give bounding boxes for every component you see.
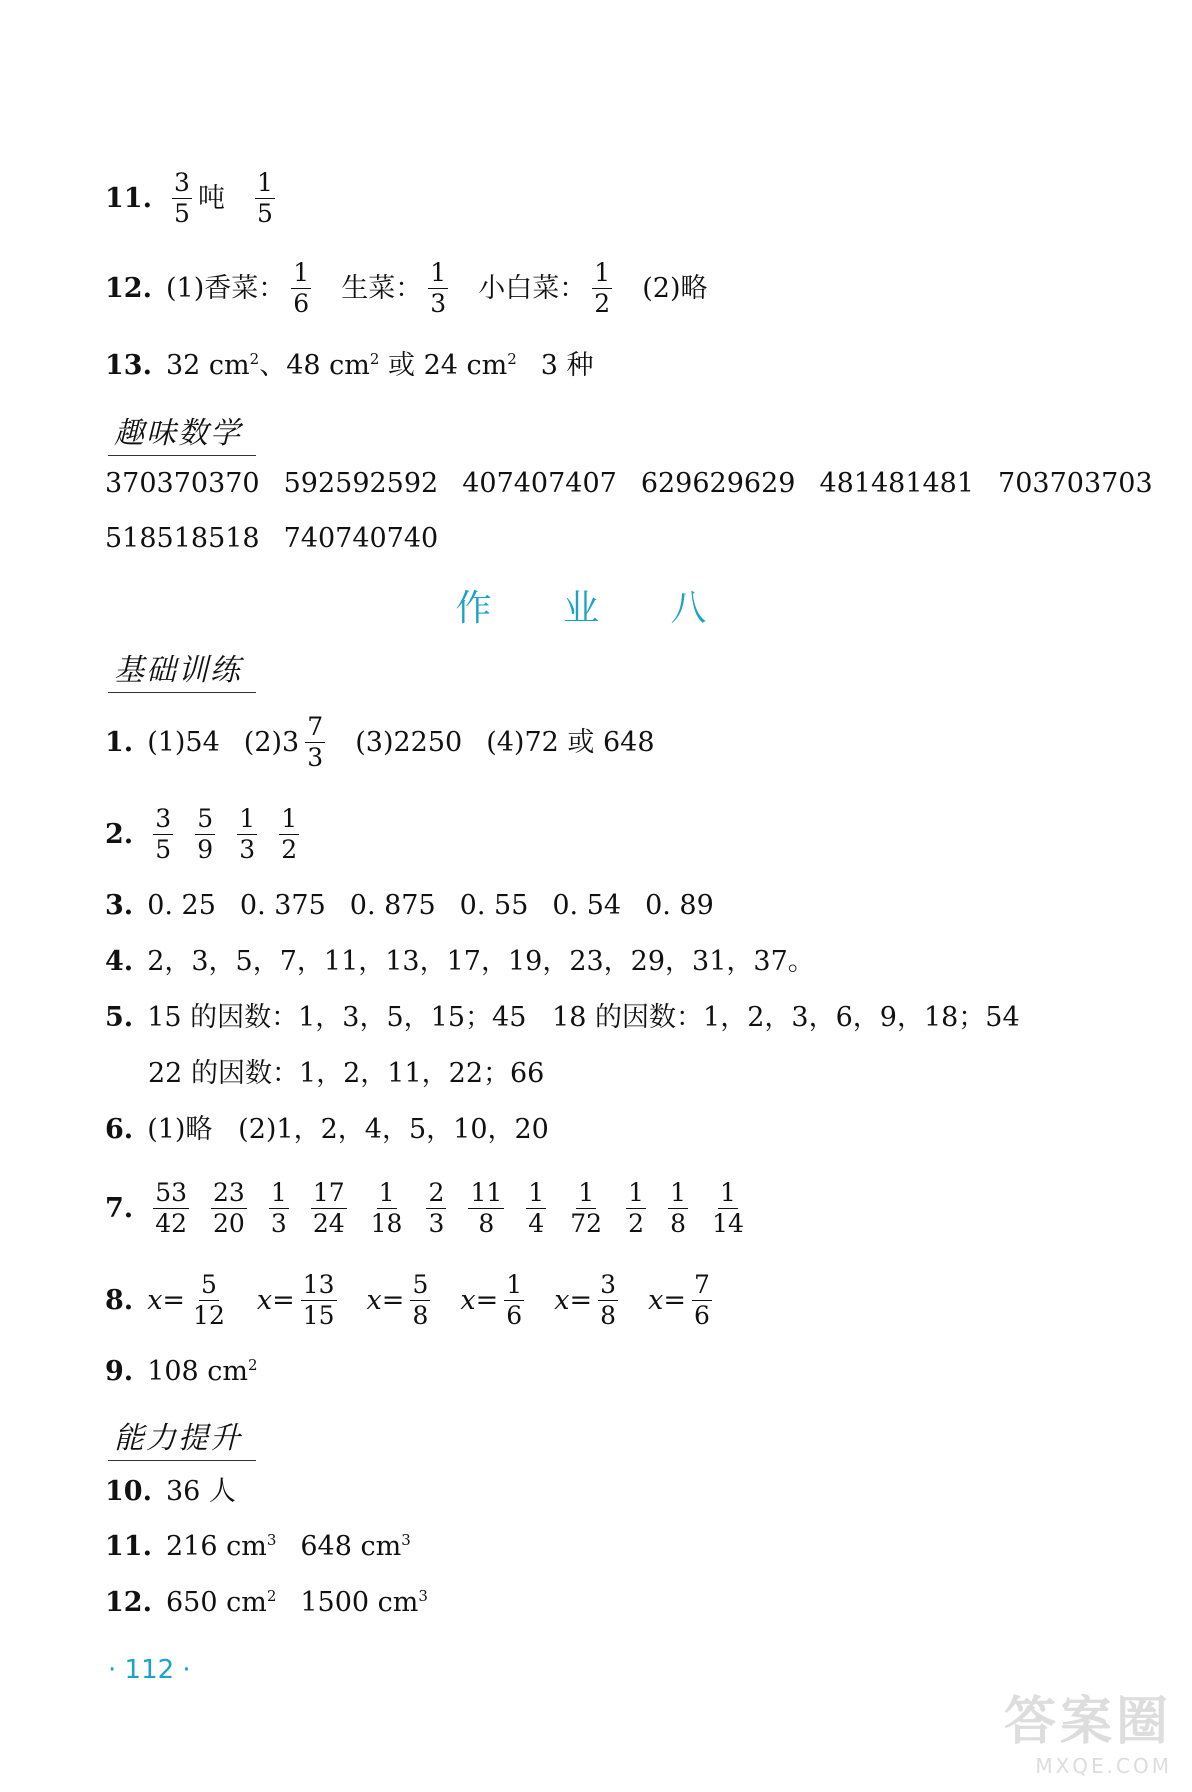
section-heading-basic: 基础训练: [108, 645, 256, 693]
question-number: 6.: [105, 1114, 134, 1145]
answer-8: 8. x = $\frac{5}{12}$ x = $\frac{13}{15}$ x = $\frac{5}{8}$ x = $\frac{1}{6}$ x = $\frac{3}{8}$ x = $\frac{7}{6}$: [105, 1272, 718, 1328]
answer-7: [105, 1180, 752, 1236]
answer-10: 10. 36 人: [105, 1476, 236, 1507]
answer-text: (2)略: [642, 272, 708, 304]
answer-5-line-1: 5. 15 的因数：1，3，5，15；45 18 的因数：1，2，3，6，9，18；54: [105, 1002, 1020, 1033]
section-heading-ability: 能力提升: [108, 1413, 256, 1461]
answer-text: 、48 cm: [259, 350, 370, 381]
question-number: 5.: [105, 1002, 134, 1033]
answer-5-line-2: 22 的因数：1，2，11，22；66: [148, 1058, 545, 1089]
answer-3: 3. 0. 25 0. 375 0. 875 0. 55 0. 54 0. 89: [105, 890, 714, 921]
fraction: $\frac{5}{9}$: [195, 806, 215, 862]
answer-12b: 12. 650 cm $^2$ 1500 cm $^3$: [105, 1587, 428, 1618]
fraction: $\frac{7}{6}$: [692, 1272, 712, 1328]
fraction: $\frac{1}{6}$: [504, 1272, 524, 1328]
fraction: $\frac{1}{3}$: [237, 806, 257, 862]
question-number: 10.: [105, 1476, 152, 1507]
fraction: $\frac{3}{8}$: [598, 1272, 618, 1328]
answer-2: [105, 806, 305, 862]
answer-text: 3 种: [540, 350, 594, 381]
fraction: $\frac{5}{12}$: [193, 1270, 225, 1330]
question-number: 3.: [105, 890, 134, 921]
fraction: $\frac{1}{3}$: [428, 260, 448, 316]
answer-1: 1. (1)54 (2)3 $\frac{7}{3}$ (3)2250 (4)72 或 648: [105, 712, 655, 772]
fraction: $\frac{1}{4}$: [526, 1180, 546, 1236]
fraction: $\frac{3}{5}$: [172, 170, 192, 226]
fraction: $\frac{1}{2}$: [279, 806, 299, 862]
question-number: 11.: [105, 1531, 152, 1562]
fraction: $\frac{13}{15}$: [302, 1270, 335, 1330]
fraction: $\frac{1}{8}$: [668, 1180, 688, 1236]
unit-text: 吨: [197, 182, 225, 214]
answer-text: 生菜：: [341, 272, 423, 304]
question-number: 12.: [105, 272, 152, 304]
question-number: 4.: [105, 946, 134, 977]
question-number: 1.: [105, 726, 134, 758]
fraction: $\frac{1}{14}$: [712, 1178, 744, 1238]
question-number: 11.: [105, 182, 152, 214]
answer-text: 或 24 cm: [379, 350, 508, 381]
homework-title: 作 业 八: [455, 588, 737, 629]
fraction: $\frac{3}{5}$: [153, 806, 173, 862]
section-heading-fun-math: 趣味数学: [108, 408, 256, 456]
fraction: $\frac{17}{24}$: [312, 1178, 345, 1238]
answer-text: (1)香菜：: [165, 272, 286, 304]
fraction: $\frac{11}{8}$: [470, 1178, 503, 1238]
fun-math-row-1: 370370370 592592592 407407407 629629629 481481481 703703703: [105, 468, 1153, 499]
answer-6: 6. (1)略 (2)1，2，4，5，10，20: [105, 1114, 549, 1145]
question-number: 2.: [105, 818, 134, 850]
answer-11a: [105, 170, 281, 226]
question-number: 9.: [105, 1356, 134, 1387]
fraction: $\frac{1}{5}$: [255, 170, 275, 226]
fraction: $\frac{1}{18}$: [370, 1178, 403, 1238]
answer-text: 32 cm: [165, 350, 250, 381]
question-number: 8.: [105, 1284, 134, 1316]
fraction: $\frac{5}{8}$: [410, 1272, 430, 1328]
question-number: 12.: [105, 1587, 152, 1618]
page-number: · 112 ·: [108, 1655, 191, 1685]
fraction: $\frac{23}{20}$: [213, 1178, 245, 1238]
question-number: 7.: [105, 1192, 134, 1224]
fraction: $\frac{1}{3}$: [269, 1180, 289, 1236]
fraction: $\frac{7}{3}$: [305, 714, 325, 770]
fraction: $\frac{1}{2}$: [592, 260, 612, 316]
fraction: $\frac{1}{72}$: [570, 1178, 603, 1238]
answer-12a: [105, 260, 707, 316]
question-number: 13.: [105, 350, 152, 381]
answer-4: 4. 2，3，5，7，11，13，17，19，23，29，31，37。: [105, 946, 815, 977]
watermark-logo: 答案圈 MXQE.COM: [1003, 1692, 1172, 1778]
answer-11b: 11. 216 cm $^3$ 648 cm $^3$: [105, 1531, 411, 1562]
answer-13a: 13. 32 cm $^2$ 、48 cm $^2$ 或 24 cm $^2$ 3 种: [105, 350, 594, 381]
fraction: $\frac{2}{3}$: [426, 1180, 446, 1236]
fraction: $\frac{1}{6}$: [291, 260, 311, 316]
fraction: $\frac{53}{42}$: [155, 1178, 187, 1238]
fraction: $\frac{1}{2}$: [626, 1180, 646, 1236]
answer-text: 小白菜：: [478, 272, 587, 304]
answer-9: 9. 108 cm $^2$: [105, 1356, 258, 1387]
fun-math-row-2: 518518518 740740740: [105, 523, 439, 554]
